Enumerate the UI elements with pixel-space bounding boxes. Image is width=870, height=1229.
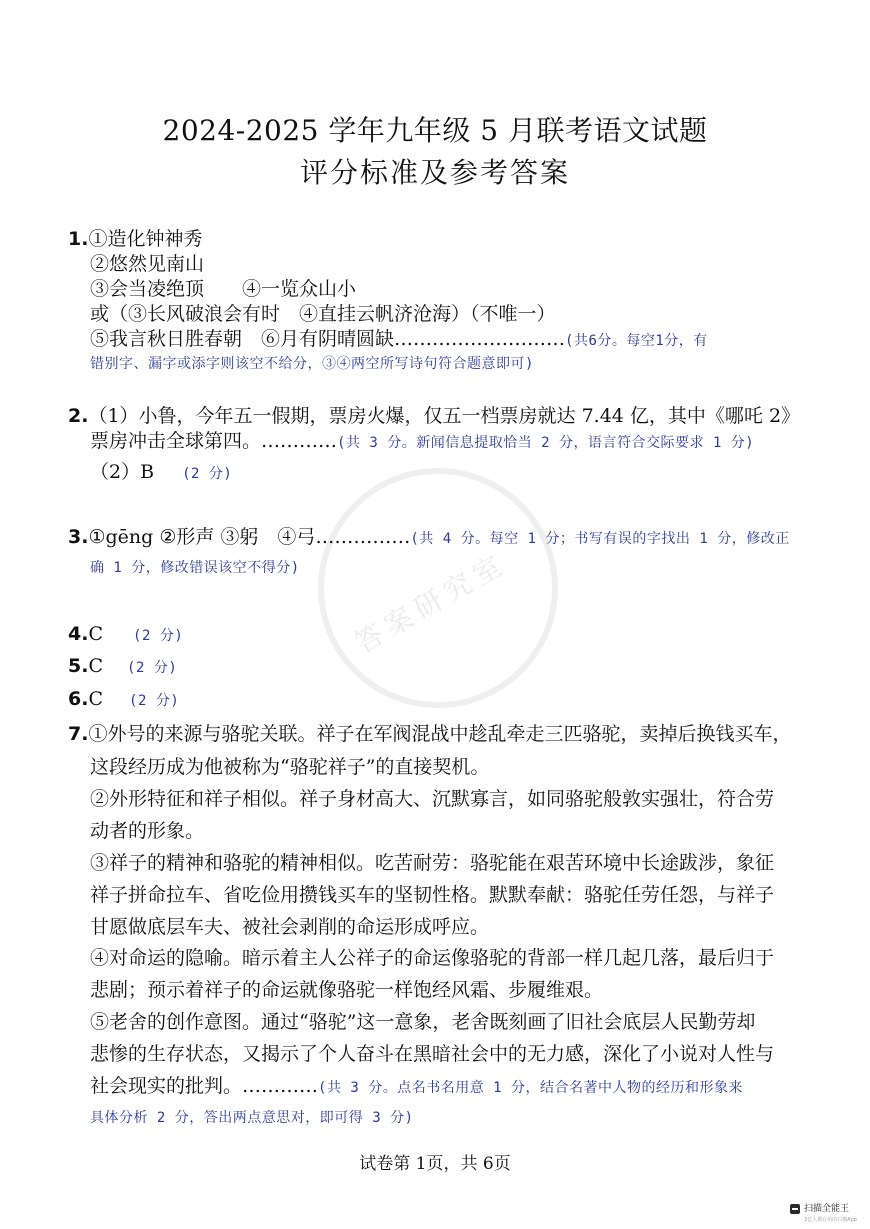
scanner-logo-icon: [790, 1204, 800, 1214]
q7-text-1: ①外号的来源与骆驼关联。祥子在军阀混战中趁乱牵走三匹骆驼，卖掉后换钱买车，: [88, 723, 792, 745]
q7-line-12: [90, 1073, 743, 1101]
q2-line-2: [90, 428, 754, 456]
q7-text-2: 这段经历成为他被称为“骆驼祥子”的直接契机。: [90, 756, 490, 778]
q1-scoring-note-2: 错别字、漏字或添字则该空不给分，③④两空所写诗句符合题意即可): [90, 356, 534, 372]
q6-line: [68, 686, 179, 714]
q4-number: 4.: [68, 623, 89, 645]
q5-answer: C: [88, 655, 103, 677]
q2-answer-2: 票房冲击全球第四。…………: [90, 430, 338, 452]
q7-number: 7.: [68, 723, 89, 745]
q5-scoring-note: (2 分): [127, 660, 178, 676]
scanner-watermark: [790, 1204, 849, 1214]
page-title: 2024-2025 学年九年级 5 月联考语文试题: [162, 114, 708, 147]
q2-scoring-note-1: (共 3 分。新闻信息提取恰当 2 分，语言符合交际要求 1 分): [337, 435, 755, 451]
q7-scoring-note-1: (共 3 分。点名书名用意 1 分，结合名著中人物的经历和形象来: [318, 1080, 744, 1096]
q2-scoring-note-2: (2 分): [182, 466, 233, 482]
q7-text-3: ②外形特征和祥子相似。祥子身材高大、沉默寡言，如同骆驼般敦实强壮，符合劳: [90, 788, 775, 810]
q7-text-12: 社会现实的批判。…………: [90, 1075, 319, 1097]
q7-text-7: 甘愿做底层车夫、被社会剥削的命运形成呼应。: [90, 916, 490, 938]
q2-answer-3: （2）B: [90, 461, 155, 483]
q3-answer: ①gēng ②形声 ③躬 ④弓……………: [88, 526, 411, 548]
q4-scoring-note: (2 分): [133, 628, 184, 644]
q1-line-1: [68, 226, 202, 252]
q1-line-5: [90, 326, 708, 354]
q7-text-6: 祥子拼命拉车、省吃俭用攒钱买车的坚韧性格。默默奉献：骆驼任劳任怨，与祥子: [90, 884, 775, 906]
q7-scoring-note-2: 具体分析 2 分，答出两点意思对，即可得 3 分): [90, 1110, 414, 1126]
q5-number: 5.: [68, 655, 89, 677]
q2-line-3: [90, 459, 232, 487]
q7-text-10: ⑤老舍的创作意图。通过“骆驼”这一意象，老舍既刻画了旧社会底层人民勤劳却: [90, 1011, 756, 1033]
q2-answer-1: （1）小鲁，今年五一假期，票房火爆，仅五一档票房就达 7.44 亿，其中《哪吒 2》: [88, 405, 801, 427]
q7-text-8: ④对命运的隐喻。暗示着主人公祥子的命运像骆驼的背部一样几起几落，最后归于: [90, 947, 775, 969]
q7-text-9: 悲剧；预示着祥子的命运就像骆驼一样饱经风霜、步履维艰。: [90, 979, 604, 1001]
q1-answer-5: ⑤我言秋日胜春朝 ⑥月有阴晴圆缺………………………: [90, 328, 566, 350]
q6-number: 6.: [68, 688, 89, 710]
q4-answer: C: [88, 623, 103, 645]
q7-text-4: 动者的形象。: [90, 820, 205, 842]
q1-answer-3: ③会当凌绝顶 ④一览众山小: [90, 278, 357, 300]
scanner-name: 扫描全能王: [804, 1204, 850, 1214]
q2-number: 2.: [68, 405, 89, 427]
q4-line: [68, 621, 183, 649]
q3-scoring-note-2: 确 1 分，修改错误该空不得分): [90, 560, 300, 576]
q7-text-11: 悲惨的生存状态，又揭示了个人奋斗在黑暗社会中的无力感，深化了小说对人性与: [90, 1043, 775, 1065]
q6-answer: C: [88, 688, 103, 710]
q3-scoring-note-1: (共 4 分。每空 1 分；书写有误的字找出 1 分，修改正: [410, 531, 790, 547]
watermark-text: 答案研究室: [348, 546, 513, 661]
q1-answer-2: ②悠然见南山: [90, 253, 205, 275]
q5-line: [68, 653, 177, 681]
q3-number: 3.: [68, 526, 89, 548]
q6-scoring-note: (2 分): [129, 693, 180, 709]
page-footer: 试卷第 1页，共 6页: [359, 1154, 511, 1174]
q1-number: 1.: [68, 228, 89, 250]
q7-line-1: [68, 721, 791, 747]
q1-answer-1: ①造化钟神秀: [88, 228, 203, 250]
scanner-tagline: 3亿人都在用的扫描App: [804, 1217, 857, 1223]
q1-scoring-note-1: (共6分。每空1分，有: [565, 333, 708, 349]
q7-text-5: ③祥子的精神和骆驼的精神相似。吃苦耐劳：骆驼能在艰苦环境中长途跋涉，象征: [90, 852, 775, 874]
q3-line-1: [68, 524, 790, 552]
q1-answer-4: 或（③长风破浪会有时 ④直挂云帆济沧海）（不唯一）: [90, 303, 556, 325]
page-subtitle: 评分标准及参考答案: [299, 156, 570, 189]
q2-line-1: [68, 403, 800, 429]
